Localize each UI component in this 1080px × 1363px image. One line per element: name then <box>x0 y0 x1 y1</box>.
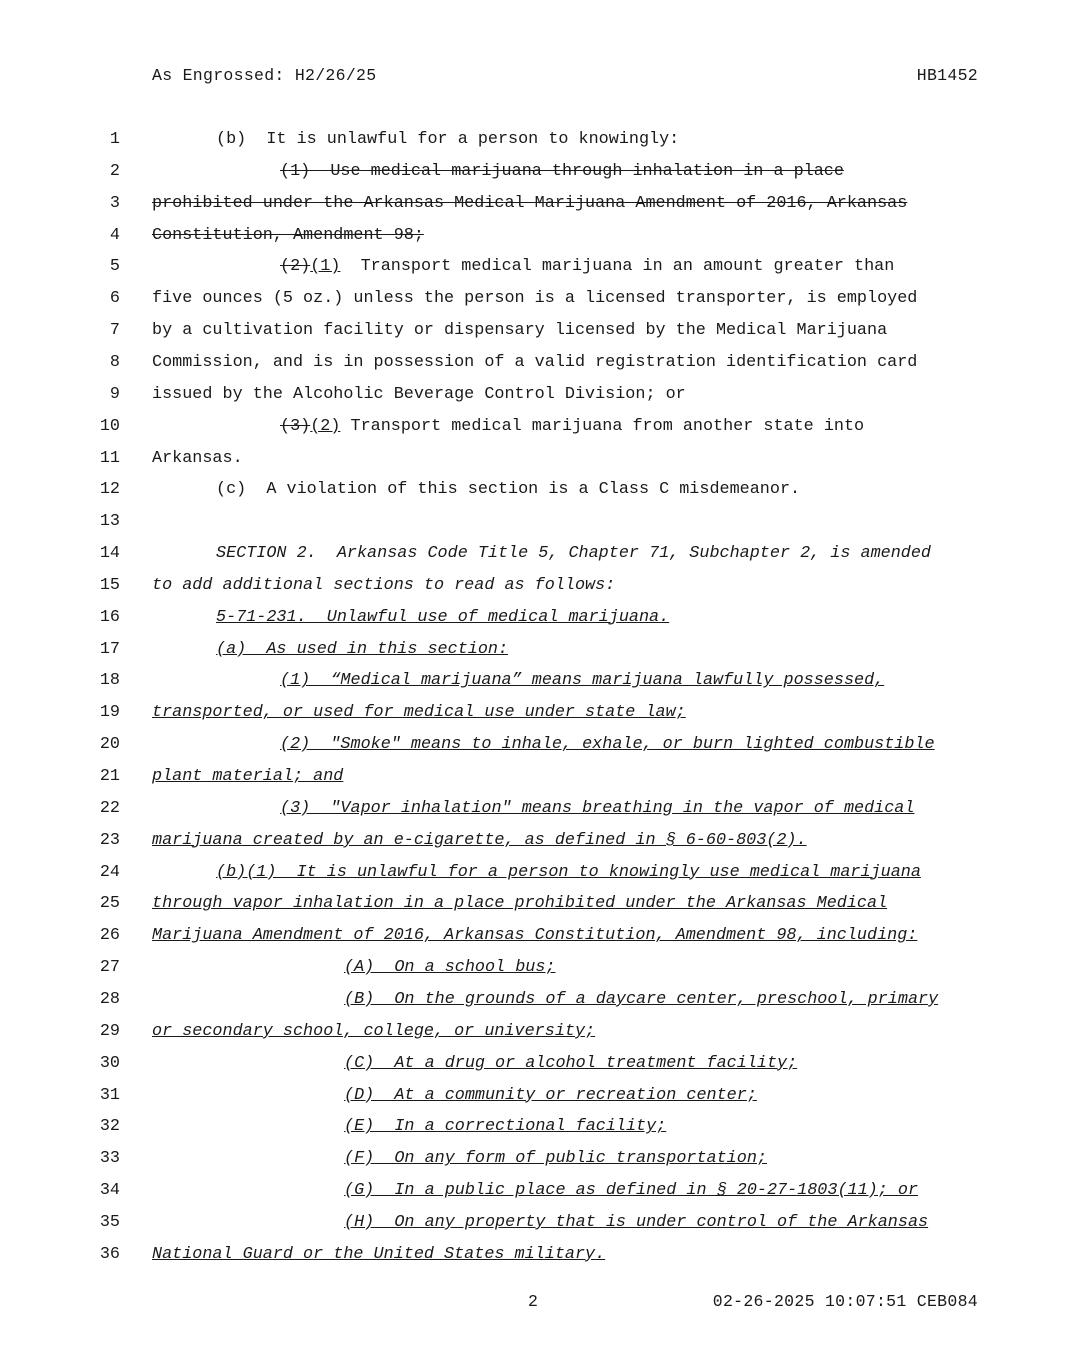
text-line <box>0 1181 1080 1213</box>
line-text <box>280 799 914 819</box>
line-text <box>152 449 243 469</box>
line-number: 22 <box>99 798 120 818</box>
text-line <box>0 640 1080 672</box>
text-line <box>0 767 1080 799</box>
inserted-text: National Guard or the United States military. <box>152 1244 606 1264</box>
text-line <box>0 958 1080 990</box>
inserted-text: 5-71-231. Unlawful use of medical marijuana. <box>216 607 670 627</box>
inserted-text: (A) On a school bus; <box>344 958 556 978</box>
line-text <box>152 576 615 596</box>
text-line <box>0 162 1080 194</box>
line-number: 35 <box>99 1212 120 1232</box>
line-number: 5 <box>109 257 120 277</box>
text-line <box>0 863 1080 895</box>
line-text <box>344 958 555 978</box>
text-line <box>0 512 1080 544</box>
text-line <box>0 703 1080 735</box>
text-segment: Transport medical marijuana from another state into <box>340 416 865 436</box>
line-number: 16 <box>99 607 120 627</box>
line-text <box>152 703 686 723</box>
inserted-text: (b)(1) It is unlawful for a person to knowingly use medical marijuana <box>216 862 921 882</box>
text-segment: to add additional sections to read as follows: <box>152 575 616 595</box>
inserted-text: (1) “Medical marijuana” means marijuana lawfully possessed, <box>280 671 885 691</box>
line-text <box>152 894 887 914</box>
text-line <box>0 449 1080 481</box>
inserted-text: (H) On any property that is under control of the Arkansas <box>344 1212 929 1232</box>
text-line <box>0 1117 1080 1149</box>
line-number: 9 <box>109 384 120 404</box>
inserted-text: (D) At a community or recreation center; <box>344 1085 757 1105</box>
text-line <box>0 321 1080 353</box>
line-text <box>344 1054 797 1074</box>
line-text <box>216 863 921 883</box>
text-line <box>0 257 1080 289</box>
page-number: 2 <box>528 1292 538 1311</box>
text-line <box>0 894 1080 926</box>
text-line <box>0 831 1080 863</box>
line-number: 2 <box>109 161 120 181</box>
line-number: 32 <box>99 1117 120 1137</box>
line-text <box>280 735 935 755</box>
line-number: 18 <box>99 671 120 691</box>
line-text <box>152 226 424 246</box>
line-text <box>344 1117 666 1137</box>
struck-text: (2) <box>280 257 311 277</box>
line-number: 26 <box>99 926 120 946</box>
text-line <box>0 1086 1080 1118</box>
inserted-text: (B) On the grounds of a daycare center, preschool, primary <box>344 989 939 1009</box>
inserted-text: (F) On any form of public transportation; <box>344 1149 767 1169</box>
inserted-text: (G) In a public place as defined in § 20-27-1803(11); or <box>344 1181 919 1201</box>
text-segment: (b) It is unlawful for a person to knowingly: <box>216 130 680 149</box>
text-line <box>0 1149 1080 1181</box>
line-text <box>280 671 884 691</box>
line-number: 12 <box>99 480 120 500</box>
inserted-text: marijuana created by an e-cigarette, as defined in § 6-60-803(2). <box>152 830 807 850</box>
line-number: 33 <box>99 1149 120 1169</box>
line-text <box>152 767 343 787</box>
line-text <box>152 194 907 214</box>
line-number: 6 <box>109 289 120 309</box>
line-text <box>152 1022 595 1042</box>
line-number: 29 <box>99 1021 120 1041</box>
text-line <box>0 576 1080 608</box>
line-number: 13 <box>99 512 120 532</box>
text-line <box>0 671 1080 703</box>
line-number: 23 <box>99 830 120 850</box>
text-line <box>0 1213 1080 1245</box>
struck-text: (1) Use medical marijuana through inhalation in a place <box>280 161 844 181</box>
line-number: 24 <box>99 862 120 882</box>
struck-text: (3) <box>280 416 311 436</box>
text-line <box>0 417 1080 449</box>
line-text <box>344 1213 928 1233</box>
line-text <box>216 480 800 500</box>
text-segment: Transport medical marijuana in an amount greater than <box>340 257 895 277</box>
line-number: 11 <box>99 448 120 468</box>
line-text <box>344 1149 767 1169</box>
inserted-text: (2) "Smoke" means to inhale, exhale, or burn lighted combustible <box>280 735 935 755</box>
line-text <box>152 1245 605 1265</box>
text-line <box>0 1022 1080 1054</box>
inserted-text: (C) At a drug or alcohol treatment facility; <box>344 1053 798 1073</box>
line-text <box>280 417 864 437</box>
text-line <box>0 990 1080 1022</box>
text-line <box>0 544 1080 576</box>
line-number: 20 <box>99 735 120 755</box>
line-number: 14 <box>99 544 120 564</box>
line-text <box>152 321 887 341</box>
line-number: 15 <box>99 575 120 595</box>
line-text <box>216 544 931 564</box>
line-text <box>152 831 807 851</box>
text-line <box>0 926 1080 958</box>
line-text <box>216 640 508 660</box>
text-line <box>0 226 1080 258</box>
line-text <box>344 1086 757 1106</box>
line-number: 4 <box>109 225 120 245</box>
text-line <box>0 289 1080 321</box>
line-number: 19 <box>99 703 120 723</box>
text-line <box>0 353 1080 385</box>
text-line <box>0 1245 1080 1277</box>
text-segment: Arkansas. <box>152 448 243 468</box>
text-line <box>0 194 1080 226</box>
text-line <box>0 608 1080 640</box>
inserted-text: (a) As used in this section: <box>216 639 509 659</box>
struck-text: prohibited under the Arkansas Medical Marijuana Amendment of 2016, Arkansas <box>152 193 908 213</box>
line-text <box>280 257 894 277</box>
text-segment: by a cultivation facility or dispensary licensed by the Medical Marijuana <box>152 321 888 341</box>
line-text <box>216 608 669 628</box>
line-number: 30 <box>99 1053 120 1073</box>
inserted-text: (2) <box>310 416 341 436</box>
line-text <box>344 1181 918 1201</box>
line-number: 8 <box>109 352 120 372</box>
line-text <box>152 353 917 373</box>
text-segment: SECTION 2. Arkansas Code Title 5, Chapter 71, Subchapter 2, is amended <box>216 544 931 564</box>
text-line <box>0 1054 1080 1086</box>
inserted-text: plant material; and <box>152 767 344 786</box>
line-number: 10 <box>99 416 120 436</box>
text-segment: (c) A violation of this section is a Class C misdemeanor. <box>216 480 801 500</box>
line-number: 7 <box>109 321 120 341</box>
text-segment: issued by the Alcoholic Beverage Control Division; or <box>152 384 686 404</box>
line-number: 1 <box>109 130 120 149</box>
timestamp-stamp: 02-26-2025 10:07:51 CEB084 <box>712 1292 978 1311</box>
text-segment: five ounces (5 oz.) unless the person is a licensed transporter, is employed <box>152 289 918 309</box>
struck-text: Constitution, Amendment 98; <box>152 225 424 245</box>
line-number: 34 <box>99 1181 120 1201</box>
text-line <box>0 735 1080 767</box>
line-text <box>152 289 917 309</box>
text-line <box>0 480 1080 512</box>
line-text <box>216 130 679 150</box>
line-number: 36 <box>99 1244 120 1264</box>
text-line <box>0 799 1080 831</box>
line-number: 31 <box>99 1085 120 1105</box>
text-segment: Commission, and is in possession of a valid registration identification card <box>152 352 918 372</box>
inserted-text: Marijuana Amendment of 2016, Arkansas Constitution, Amendment 98, including: <box>152 926 918 946</box>
line-text <box>152 385 686 405</box>
line-number: 3 <box>109 193 120 213</box>
text-line <box>0 385 1080 417</box>
line-number: 25 <box>99 894 120 914</box>
inserted-text: transported, or used for medical use under state law; <box>152 703 686 723</box>
inserted-text: through vapor inhalation in a place prohibited under the Arkansas Medical <box>152 894 888 914</box>
line-number: 27 <box>99 958 120 978</box>
line-number: 28 <box>99 989 120 1009</box>
line-text <box>280 162 844 182</box>
line-text <box>152 926 917 946</box>
bill-number: HB1452 <box>916 66 978 85</box>
line-text <box>344 990 938 1010</box>
line-number: 17 <box>99 639 120 659</box>
inserted-text: (3) "Vapor inhalation" means breathing in the vapor of medical <box>280 798 915 818</box>
engrossed-date: As Engrossed: H2/26/25 <box>152 66 377 85</box>
inserted-text: (1) <box>310 257 341 277</box>
text-line <box>0 130 1080 162</box>
line-number: 21 <box>99 767 120 786</box>
inserted-text: or secondary school, college, or university; <box>152 1021 596 1041</box>
inserted-text: (E) In a correctional facility; <box>344 1117 667 1137</box>
